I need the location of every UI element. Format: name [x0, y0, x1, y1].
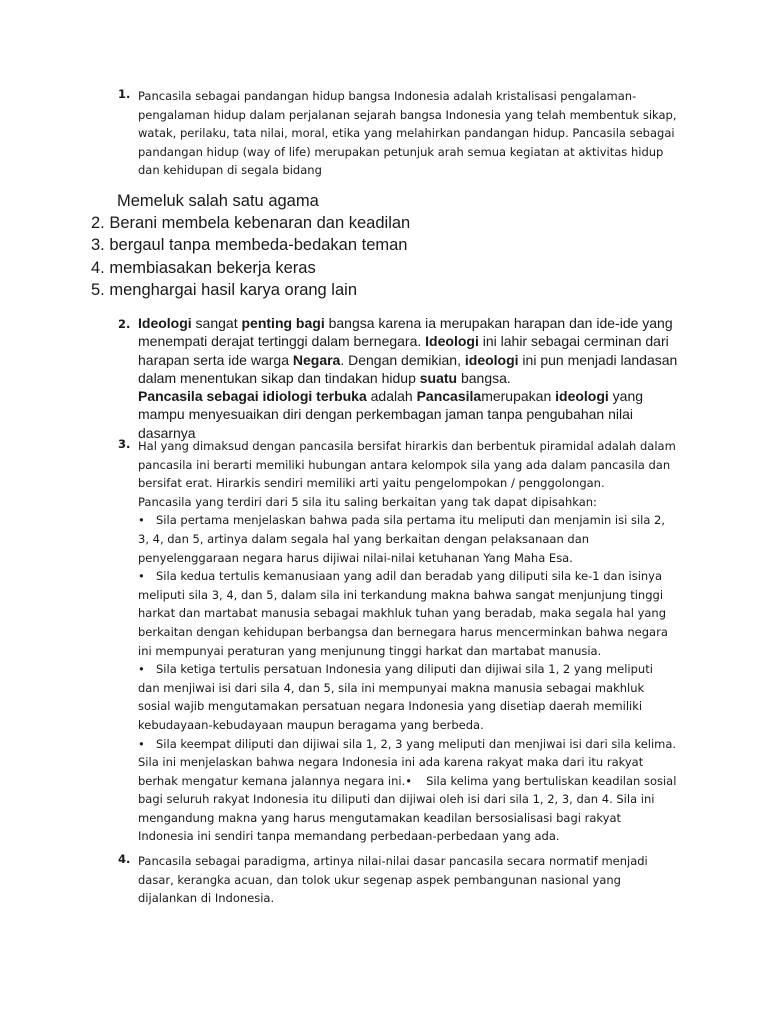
- bold-term: ideologi: [464, 351, 519, 368]
- bullet-text: Sila keempat diliputi dan dijiwai sila 1, 2, 3 yang meliputi dan menjiwai isi dari sila kelima. Sila ini menjelaskan bahwa negara Indonesia ini ada karena rakyat maka dari itu rakyat berhak mengatur kemana jalannya negara ini.: [138, 736, 677, 788]
- section-1-number: 1.: [118, 87, 131, 101]
- bold-term: Negara: [292, 351, 341, 368]
- text-run: sangat: [191, 315, 242, 331]
- text-run: merupakan: [481, 388, 556, 405]
- list-item: 2. Berani membela kebenaran dan keadilan: [91, 214, 411, 233]
- sila-2-bullet: [138, 567, 678, 660]
- section-3-lead: Pancasila yang terdiri dari 5 sila itu saling berkaitan yang tak dapat dipisahkan:: [138, 494, 597, 509]
- list-item: 5. menghargai hasil karya orang lain: [91, 280, 357, 299]
- sila-4-5-bullet: [138, 735, 678, 847]
- bullet-icon: •: [138, 569, 145, 584]
- values-list: [91, 190, 410, 301]
- bold-term: Pancasila: [416, 388, 482, 405]
- bullet-icon: •: [138, 662, 145, 677]
- bullet-text: Sila kelima yang bertuliskan keadilan sosial bagi seluruh rakyat Indonesia itu diliputi dan dijiwai oleh isi dari sila 1, 2, 3, dan 4. Sila ini mengandung makna yang harus mengutamakan keadilan bersosialisasi bagi rakyat Indonesia ini sendiri tanpa memandang perbedaan-perbedaan yang ada.: [138, 773, 677, 844]
- text-run: bangsa.: [457, 369, 511, 386]
- bold-term: ideologi: [555, 388, 609, 405]
- section-2-number: 2.: [118, 317, 131, 331]
- section-4-number: 4.: [118, 852, 131, 866]
- text-run: bangsa karena ia merupakan harapan dan ide-ide yang menempati derajat tertinggi dalam bernegara.: [138, 315, 673, 350]
- list-item: 3. bergaul tanpa membeda-bedakan teman: [91, 236, 408, 255]
- bold-term: Pancasila sebagai idiologi terbuka: [138, 388, 367, 405]
- text-run: yang mampu menyesuaikan diri dengan perkembagan jaman tanpa pengubahan nilai dasarnya: [138, 388, 644, 441]
- bullet-icon: •: [405, 773, 413, 788]
- text-run: ini pun menjadi landasan dalam menentukan sikap dan tindakan hidup: [138, 351, 678, 386]
- text-run: . Dengan demikian,: [340, 351, 465, 368]
- bullet-text: Sila pertama menjelaskan bahwa pada sila pertama itu meliputi dan menjamin isi sila 2, 3, 4, dan 5, artinya dalam segala hal yang berkaitan dengan pelaksanaan dan penyelenggaraan negara harus dijiwai nilai-nilai ketuhanan Yang Maha Esa.: [138, 513, 666, 565]
- list-item: 4. membiasakan bekerja keras: [91, 258, 316, 277]
- list-item-first: Memeluk salah satu agama: [117, 192, 319, 210]
- section-4-text: Pancasila sebagai paradigma, artinya nilai-nilai dasar pancasila secara normatif menjadi dasar, kerangka acuan, dan tolok ukur segenap aspek pembangunan nasional yang dijalankan di Indonesia.: [138, 854, 648, 906]
- bold-term: Ideologi: [138, 315, 192, 331]
- bullet-icon: •: [138, 513, 145, 528]
- bold-term: suatu: [419, 369, 458, 386]
- section-2-text: [138, 314, 678, 442]
- section-1-text: Pancasila sebagai pandangan hidup bangsa Indonesia adalah kristalisasi pengalaman-pengalaman hidup dalam perjalanan sejarah bangsa Indonesia yang telah membentuk sikap, watak, perilaku, tata nilai, moral, etika yang melahirkan pandangan hidup. Pancasila sebagai pandangan hidup (way of life) merupakan petunjuk arah semua kegiatan at aktivitas hidup dan kehidupan di segala bidang: [138, 89, 677, 178]
- text-run: ini lahir sebagai cerminan dari harapan serta ide warga: [138, 333, 669, 368]
- bold-term: penting bagi: [241, 315, 325, 331]
- section-3-intro: Hal yang dimaksud dengan pancasila bersifat hirarkis dan berbentuk piramidal adalah dalam pancasila ini berarti memiliki hubungan antara kelompok sila yang ada dalam pancasila dan bersifat erat. Hirarkis sendiri memiliki arti yaitu pengelompokan / penggolongan.: [138, 439, 676, 491]
- bullet-text: Sila kedua tertulis kemanusiaan yang adil dan beradab yang diliputi sila ke-1 dan isinya meliputi sila 3, 4, dan 5, dalam sila ini terkandung makna bahwa sangat menjunjung tinggi harkat dan martabat manusia sebagai makhluk tuhan yang beradab, maka segala hal yang berkaitan dengan kehidupan berbangsa dan bernegara harus mencerminkan bahwa negara ini mempunyai peraturan yang menjunung tinggi harkat dan martabat manusia.: [138, 569, 668, 658]
- bullet-text: Sila ketiga tertulis persatuan Indonesia yang diliputi dan dijiwai sila 1, 2 yang meliputi dan menjiwai isi dari sila 4, dan 5, sila ini mempunyai makna manusia sebagai makhluk sosial wajib mengutamakan persatuan negara Indonesia yang disetiap daerah memiliki kebudayaan-kebudayaan maupun beragama yang berbeda.: [138, 662, 653, 732]
- bold-term: Ideologi: [425, 333, 479, 350]
- sila-3-bullet: [138, 660, 678, 734]
- section-3-number: 3.: [118, 437, 131, 451]
- section-3-text: [138, 437, 678, 846]
- text-run: adalah: [366, 388, 417, 405]
- sila-1-bullet: [138, 511, 678, 567]
- bullet-icon: •: [138, 736, 145, 751]
